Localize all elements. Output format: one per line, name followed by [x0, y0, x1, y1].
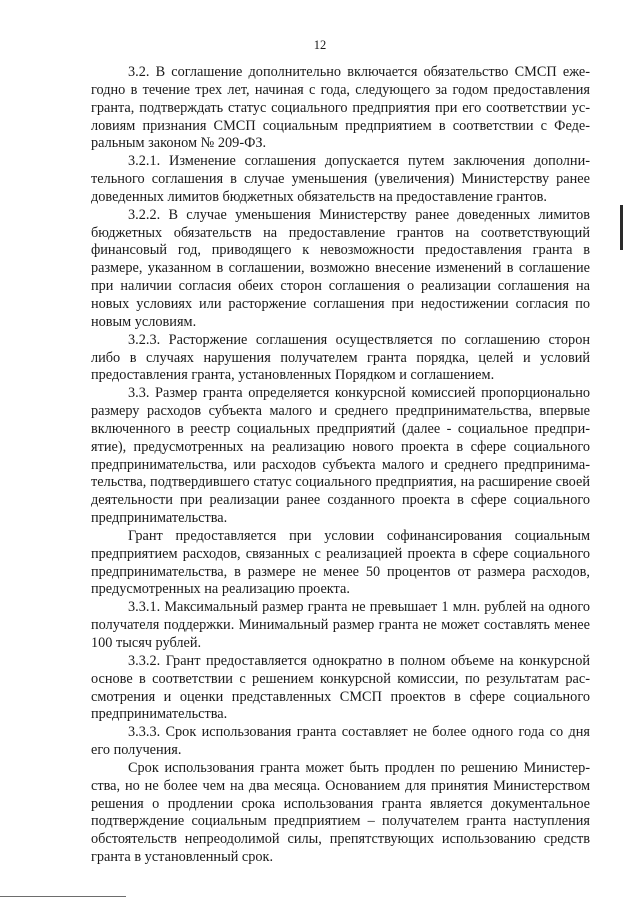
paragraph-extension: Срок использования гранта может быть продлен по решению Министерства, но не более чем на два месяца. Основанием для принятия Министерством решения о продлении срока использования гранта является документальное подтверждение социальным предприятием – получателем гранта наступления обстоятельств непреодолимой силы, препятствующих использованию средств гранта в установленный срок.	[91, 759, 590, 866]
paragraph-3-2-3: 3.2.3. Расторжение соглашения осуществляется по соглашению сторон либо в случаях нарушения получателем гранта порядка, целей и условий предоставления гранта, установленных Порядком и соглашением.	[91, 331, 590, 384]
paragraph-3-2-1: 3.2.1. Изменение соглашения допускается путем заключения дополнительного соглашения в случае уменьшения (увеличения) Министерству ранее доведенных лимитов бюджетных обязательств на предоставление грантов.	[91, 153, 590, 205]
paragraph-3-3: 3.3. Размер гранта определяется конкурсной комиссией пропорционально размеру расходов субъекта малого и среднего предпринимательства, впервые включенного в реестр социальных предприятий (далее - социальное предприятие), предусмотренных на реализацию нового проекта в сфере социального предпринимательства, или расходов субъекта малого и среднего предпринимательства, подтвердившего статус социального предприятия, на расширение своей деятельности при реализации ранее созданного проекта в сфере социального предпринимательства.	[91, 385, 590, 527]
document-body	[91, 64, 590, 867]
paragraph-3-2-2: 3.2.2. В случае уменьшения Министерству ранее доведенных лимитов бюджетных обязательств на предоставление грантов на соответствующий финансовый год, приводящего к невозможности предоставления гранта в размере, указанном в соглашении, возможно внесение изменений в соглашение при наличии согласия обеих сторон соглашения о реализации соглашения на новых условиях или расторжение соглашения при недостижении согласия по новым условиям.	[91, 206, 590, 330]
paragraph-3-3-2: 3.3.2. Грант предоставляется однократно в полном объеме на конкурсной основе в соответствии с решением конкурсной комиссии, по результатам рассмотрения и оценки представленных СМСП проектов в сфере социального предпринимательства.	[91, 652, 590, 723]
paragraph-3-3-1: 3.3.1. Максимальный размер гранта не превышает 1 млн. рублей на одного получателя поддержки. Минимальный размер гранта не может составлять менее 100 тысяч рублей.	[91, 599, 590, 651]
page-number: 12	[313, 38, 327, 52]
scan-edge-mark	[620, 205, 623, 250]
paragraph-cofinancing: Грант предоставляется при условии софинансирования социальным предприятием расходов, связанных с реализацией проекта в сфере социального предпринимательства, в размере не менее 50 процентов от размера расходов, предусмотренных на реализацию проекта.	[91, 527, 590, 598]
footer-rule	[0, 896, 126, 897]
paragraph-3-3-3: 3.3.3. Срок использования гранта составляет не более одного года со дня его получения.	[91, 724, 590, 759]
paragraph-3-2: 3.2. В соглашение дополнительно включается обязательство СМСП ежегодно в течение трех лет, начиная с года, следующего за годом предоставления гранта, подтверждать статус социального предприятия при его соответствии условиям признания СМСП социальным предприятием в соответствии с Федеральным законом № 209-ФЗ.	[91, 64, 590, 152]
